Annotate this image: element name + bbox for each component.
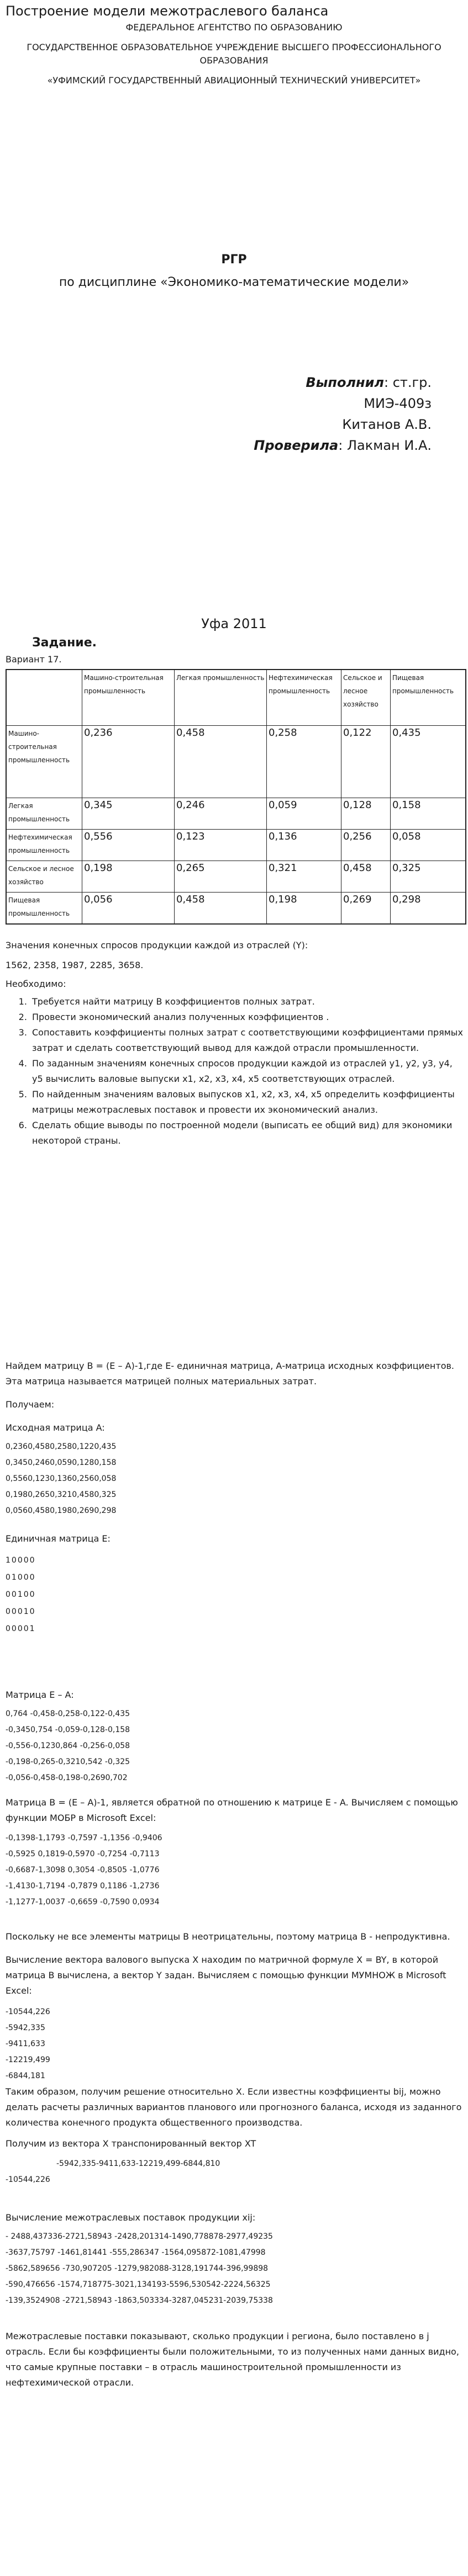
matrix-row: -0,5925 0,1819-0,5970 -0,7254 -0,7113 [6,1850,160,1858]
variant-label: Вариант 17. [6,654,62,665]
matrix-row: 0,0560,4580,1980,2690,298 [6,1506,117,1515]
agency-line: ФЕДЕРАЛЬНОЕ АГЕНТСТВО ПО ОБРАЗОВАНИЮ [125,22,343,33]
final-demand-values: 1562, 2358, 1987, 2285, 3658. [6,960,144,970]
xt-values: -5942,335-9411,633-12219,499-6844,810 [56,2159,220,2168]
solution-intro: Найдем матрицу B = (E – A)-1,где E- единичная матрица, А-матрица исходных коэффициентов. Эта матрица называется матрицей полных материальных затрат. [6,1361,454,1387]
required-label: Необходимо: [6,979,66,989]
table-cell: 0,321 [267,861,341,893]
author-block [3,372,465,456]
table-cell: 0,256 [341,830,391,861]
vector-value: -5942,335 [6,2023,45,2032]
row-header: Легкая промышленность [6,798,82,830]
performed-value: : ст.гр. [384,375,432,390]
university-line: «УФИМСКИЙ ГОСУДАРСТВЕННЫЙ АВИАЦИОННЫЙ ТЕХНИЧЕСКИЙ УНИВЕРСИТЕТ» [47,75,421,86]
table-cell: 0,325 [391,861,466,893]
column-header: Сельское и лесное хозяйство [341,670,391,726]
table-cell: 0,246 [175,798,267,830]
row-header: Нефтехимическая промышленность [6,830,82,861]
b-note: Поскольку не все элементы матрицы B неотрицательны, поэтому матрица B - непродуктивна. [6,1931,450,1942]
matrix-row: 0,764 -0,458-0,258-0,122-0,435 [6,1709,130,1718]
matrix-row: -139,3524908 -2721,58943 -1863,503334-3287,045231-2039,75338 [6,2296,273,2305]
b-intro: Матрица B = (E – A)-1, является обратной по отношению к матрице E - A. Вычисляем с помощью функции МОБР в Microsoft Excel: [6,1797,458,1823]
column-header: Машино-строительная промышленность [82,670,175,726]
vector-value: -9411,633 [6,2039,45,2048]
matrix-row: 0,5560,1230,1360,2560,058 [6,1474,117,1483]
matrix-row: -0,556-0,1230,864 -0,256-0,058 [6,1741,130,1750]
matrix-row: 0,2360,4580,2580,1220,435 [6,1442,117,1451]
final-text: Межотраслевые поставки показывают, сколько продукции i регионa, было поставлено в j отрасль. Если бы коэффициенты были положительными, то из полученных нами данных видно, что самые крупные поставки – в отрасль машиностроительной промышленности из нефтехимической отрасли. [6,2331,459,2388]
matrix-row: 00010 [6,1607,36,1616]
matrix-row: 00001 [6,1624,36,1633]
table-cell: 0,056 [82,893,175,925]
table-cell: 0,236 [82,726,175,798]
matrix-row: -590,476656 -1574,718775-3021,134193-5596,530542-2224,56325 [6,2280,271,2289]
table-row [6,830,466,861]
document-page [0,3,468,2576]
matrix-row: -5862,589656 -730,907205 -1279,982088-3128,191744-396,99898 [6,2264,269,2273]
final-demand-intro: Значения конечных спросов продукции каждой из отраслей (Y): [6,940,308,950]
table-cell: 0,198 [82,861,175,893]
column-header: Пищевая промышленность [391,670,466,726]
source-matrix [6,1439,462,1519]
vector-value: -6844,181 [6,2072,45,2080]
list-item: 6. Сделать общие выводы по построенной модели (выписать ее общий вид) для экономики некоторой страны. [30,1118,465,1149]
table-row [6,726,466,798]
group-line: МИЭ-409з [364,396,432,411]
x-vector [6,2004,462,2084]
checked-value: : Лакман И.А. [338,438,432,453]
row-header: Машино-строительная промышленность [6,726,82,798]
coefficients-table [6,669,466,925]
matrix-row: -0,056-0,458-0,198-0,2690,702 [6,1773,128,1782]
column-header: Нефтехимическая промышленность [267,670,341,726]
table-cell: 0,435 [391,726,466,798]
work-type: РГР [221,253,247,267]
table-row [6,861,466,893]
obtain-label: Получаем: [6,1399,55,1410]
table-cell: 0,458 [341,861,391,893]
source-matrix-label: Исходная матрица A: [6,1422,105,1433]
list-item: 2. Провести экономический анализ полученных коэффициентов . [30,1010,465,1025]
student-name: Китанов А.В. [342,417,432,432]
xt-label: Получим из вектора X транспонированный вектор XT [6,2138,256,2149]
matrix-row: 00100 [6,1590,36,1599]
table-cell: 0,059 [267,798,341,830]
matrix-row: -0,198-0,265-0,3210,542 -0,325 [6,1757,130,1766]
column-header: Легкая промышленность [175,670,267,726]
b-matrix [6,1830,462,1910]
table-cell: 0,123 [175,830,267,861]
supplies-matrix [6,2229,462,2309]
list-item: 4. По заданным значениям конечных спросов продукции каждой из отраслей y1, y2, y3, y4, y5 вычислить валовые выпуски x1, x2, x3, x4, x5 соответствующих отраслей. [30,1056,465,1087]
discipline-line: по дисциплине «Экономико-математические модели» [59,275,409,289]
table-cell: 0,458 [175,893,267,925]
x-conclusion: Таким образом, получим решение относительно X. Если известны коэффициенты bij, можно делать расчеты различных вариантов планового или прогнозного баланса, исходя из заданного количества конечного продукта общественного производства. [6,2086,462,2128]
table-cell: 0,265 [175,861,267,893]
matrix-row: -1,1277-1,0037 -0,6659 -0,7590 0,0934 [6,1898,160,1906]
identity-matrix [6,1552,462,1638]
checked-label: Проверила [254,438,339,453]
table-cell: 0,298 [391,893,466,925]
table-cell: 0,136 [267,830,341,861]
performed-line [3,372,432,393]
table-corner-cell [6,670,82,726]
table-cell: 0,258 [267,726,341,798]
supplies-label: Вычисление межотраслевых поставок продукции xij: [6,2212,256,2223]
matrix-row: 0,3450,2460,0590,1280,158 [6,1458,117,1467]
list-item: 1. Требуется найти матрицу B коэффициентов полных затрат. [30,994,465,1010]
table-cell: 0,269 [341,893,391,925]
identity-label: Единичная матрица E: [6,1533,111,1544]
xt-extra: -10544,226 [6,2175,50,2184]
performed-label: Выполнил [306,375,384,390]
table-cell: 0,556 [82,830,175,861]
document-title: Построение модели межотраслевого баланса [6,3,329,19]
checked-line [3,435,432,456]
vector-value: -12219,499 [6,2056,50,2064]
matrix-row: 10000 [6,1556,36,1565]
table-row [6,893,466,925]
matrix-row: 0,1980,2650,3210,4580,325 [6,1490,117,1499]
row-header: Пищевая промышленность [6,893,82,925]
matrix-row: -0,1398-1,1793 -0,7597 -1,1356 -0,9406 [6,1834,162,1842]
matrix-row: -0,3450,754 -0,059-0,128-0,158 [6,1725,130,1734]
table-cell: 0,058 [391,830,466,861]
matrix-row: -1,4130-1,7194 -0,7879 0,1186 -1,2736 [6,1882,160,1890]
list-item: 3. Сопоставить коэффициенты полных затрат с соответствующими коэффициентами прямых затрат и сделать соответствующий вывод для каждой отрасли промышленности. [30,1025,465,1056]
table-cell: 0,198 [267,893,341,925]
table-cell: 0,345 [82,798,175,830]
list-item: 5. По найденным значениям валовых выпусков x1, x2, x3, x4, x5 определить коэффициенты матрицы межотраслевых поставок и провести их экономический анализ. [30,1087,465,1118]
x-intro: Вычисление вектора валового выпуска X находим по матричной формуле X = BY, в которой матрица B вычислена, а вектор Y задан. Вычисляем с помощью функции МУМНОЖ в Microsoft Excel: [6,1954,446,1996]
table-row [6,798,466,830]
table-cell: 0,458 [175,726,267,798]
table-cell: 0,122 [341,726,391,798]
ema-matrix [6,1706,462,1786]
matrix-row: - 2488,437336-2721,58943 -2428,201314-1490,778878-2977,49235 [6,2232,273,2241]
matrix-row: -0,6687-1,3098 0,3054 -0,8505 -1,0776 [6,1866,160,1874]
row-header: Сельское и лесное хозяйство [6,861,82,893]
matrix-row: 01000 [6,1573,36,1582]
task-list [3,994,465,1149]
matrix-row: -3637,75797 -1461,81441 -555,286347 -1564,095872-1081,47998 [6,2248,266,2257]
task-heading: Задание. [32,636,97,650]
city-year: Уфа 2011 [201,616,267,631]
institution-line: ГОСУДАРСТВЕННОЕ ОБРАЗОВАТЕЛЬНОЕ УЧРЕЖДЕНИЕ ВЫСШЕГО ПРОФЕССИОНАЛЬНОГО ОБРАЗОВАНИЯ [27,42,441,66]
table-header-row [6,670,466,726]
vector-value: -10544,226 [6,2007,50,2016]
ema-label: Матрица E – A: [6,1690,74,1700]
table-cell: 0,158 [391,798,466,830]
table-cell: 0,128 [341,798,391,830]
